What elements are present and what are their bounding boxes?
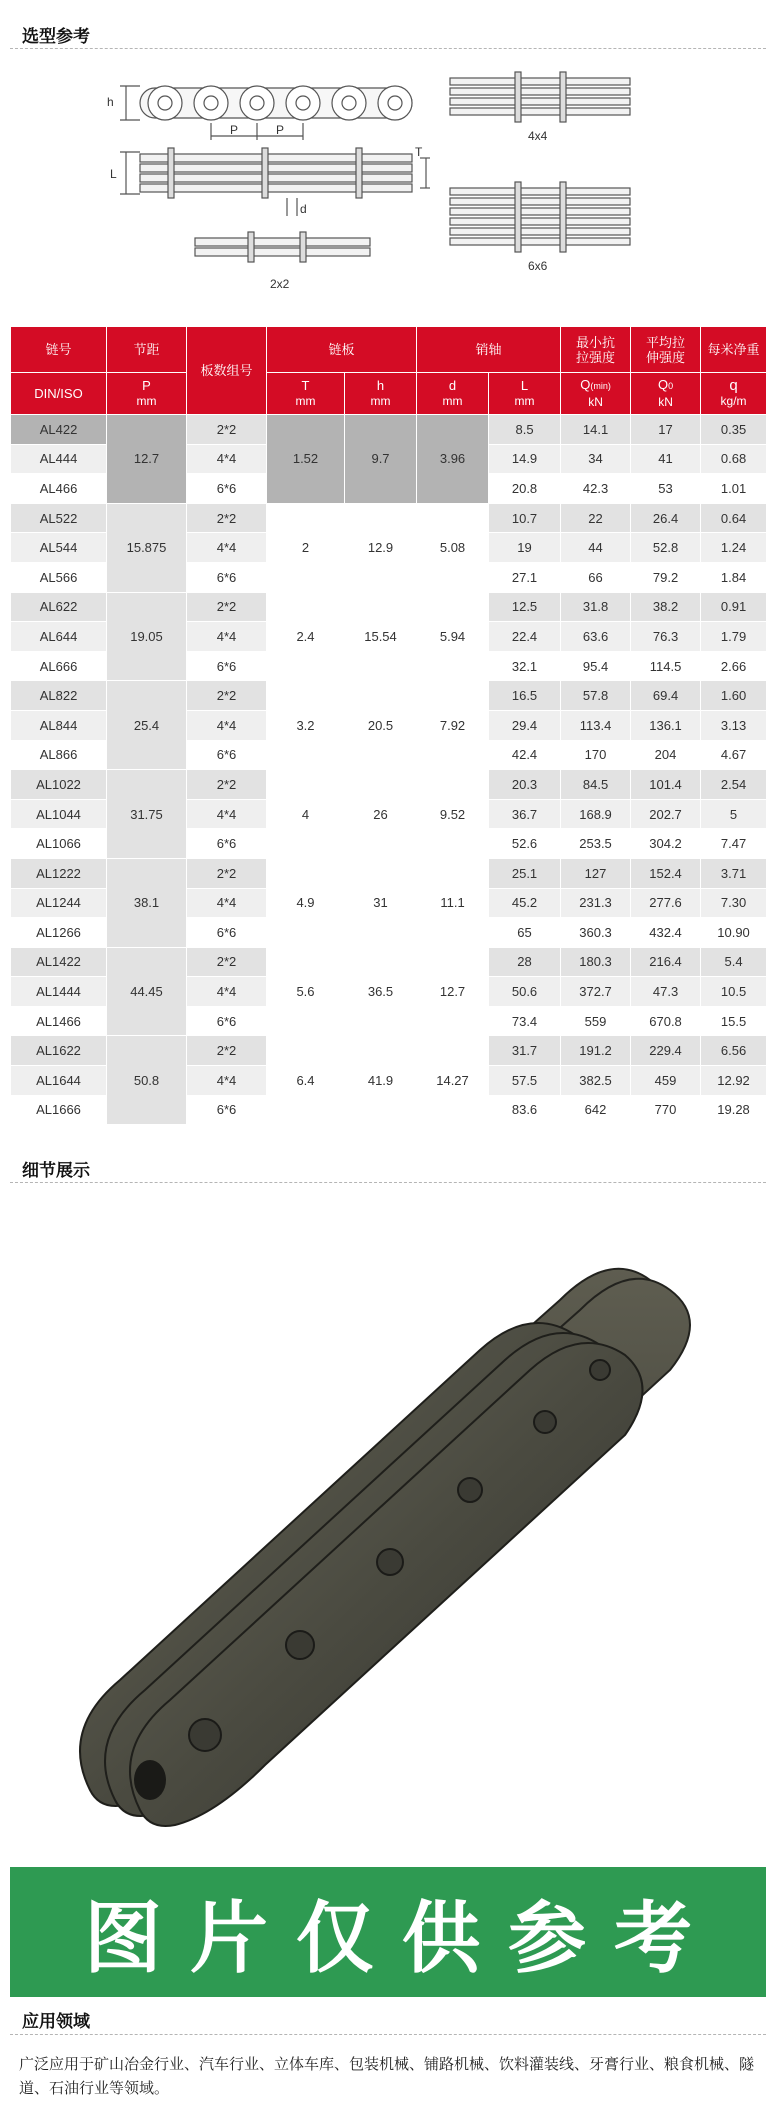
cell-chain-no: AL466 (11, 474, 107, 504)
cell-plates: 4*4 (187, 444, 267, 474)
cell-chain-no: AL1422 (11, 947, 107, 977)
header-chain-no: 链号 (11, 327, 107, 373)
cell-l: 8.5 (489, 415, 561, 445)
cell-t: 2 (267, 503, 345, 592)
cell-chain-no: AL422 (11, 415, 107, 445)
cell-weight: 2.54 (701, 770, 767, 800)
cell-q0: 101.4 (631, 770, 701, 800)
label-p-first: P (230, 123, 239, 137)
cell-l: 65 (489, 918, 561, 948)
cell-plates: 4*4 (187, 888, 267, 918)
cell-plates: 2*2 (187, 681, 267, 711)
cell-pitch: 25.4 (107, 681, 187, 770)
cell-weight: 1.24 (701, 533, 767, 563)
cell-l: 50.6 (489, 977, 561, 1007)
table-row (11, 858, 767, 888)
table-row (11, 1036, 767, 1066)
cell-plates: 4*4 (187, 799, 267, 829)
cell-q0: 229.4 (631, 1036, 701, 1066)
cell-weight: 12.92 (701, 1066, 767, 1096)
cell-plates: 2*2 (187, 947, 267, 977)
cell-l: 27.1 (489, 562, 561, 592)
section-title-selection: 选型参考 (22, 27, 90, 47)
cell-q: 360.3 (561, 918, 631, 948)
section-title-detail: 细节展示 (22, 1161, 90, 1181)
chain-dimension-diagram (0, 48, 776, 318)
cell-plates: 6*6 (187, 474, 267, 504)
cell-l: 36.7 (489, 799, 561, 829)
label-h: h (107, 95, 114, 109)
banner-text: 图片仅供参考 (83, 1894, 720, 1984)
header-p-unit: P mm (107, 373, 187, 415)
table-row (11, 415, 767, 445)
table-row (11, 947, 767, 977)
cell-plates: 4*4 (187, 622, 267, 652)
header-t-unit: T mm (267, 373, 345, 415)
cell-l: 14.9 (489, 444, 561, 474)
cell-l: 52.6 (489, 829, 561, 859)
cell-chain-no: AL1044 (11, 799, 107, 829)
cell-plates: 2*2 (187, 1036, 267, 1066)
cell-q0: 52.8 (631, 533, 701, 563)
cell-pitch: 19.05 (107, 592, 187, 681)
cell-h: 12.9 (345, 503, 417, 592)
cell-l: 16.5 (489, 681, 561, 711)
cell-q0: 459 (631, 1066, 701, 1096)
cell-q: 191.2 (561, 1036, 631, 1066)
cell-weight: 1.60 (701, 681, 767, 711)
cell-q0: 79.2 (631, 562, 701, 592)
cell-weight: 6.56 (701, 1036, 767, 1066)
cell-chain-no: AL444 (11, 444, 107, 474)
cell-q: 22 (561, 503, 631, 533)
cell-weight: 15.5 (701, 1006, 767, 1036)
application-description: 广泛应用于矿山冶金行业、汽车行业、立体车库、包装机械、铺路机械、饮料灌装线、牙膏行业、粮食机械、隧道、石油行业等领域。 (19, 2055, 755, 2097)
label-l: L (110, 167, 117, 181)
cell-q0: 216.4 (631, 947, 701, 977)
cell-q0: 204 (631, 740, 701, 770)
cell-pitch: 50.8 (107, 1036, 187, 1125)
cell-h: 9.7 (345, 415, 417, 504)
cell-plates: 6*6 (187, 918, 267, 948)
cell-q: 14.1 (561, 415, 631, 445)
cell-weight: 7.30 (701, 888, 767, 918)
cell-plates: 6*6 (187, 829, 267, 859)
cell-q0: 26.4 (631, 503, 701, 533)
cell-q: 95.4 (561, 651, 631, 681)
cell-q: 57.8 (561, 681, 631, 711)
cell-plates: 2*2 (187, 770, 267, 800)
cell-chain-no: AL544 (11, 533, 107, 563)
cell-l: 19 (489, 533, 561, 563)
cell-q: 253.5 (561, 829, 631, 859)
cell-plates: 4*4 (187, 710, 267, 740)
cell-weight: 4.67 (701, 740, 767, 770)
cell-plates: 4*4 (187, 1066, 267, 1096)
leaf-chain-photo (0, 1190, 776, 1870)
cell-h: 31 (345, 858, 417, 947)
cell-q: 31.8 (561, 592, 631, 622)
header-pin: 销轴 (417, 327, 561, 373)
cell-plates: 2*2 (187, 415, 267, 445)
table-row (11, 681, 767, 711)
cell-chain-no: AL866 (11, 740, 107, 770)
cell-weight: 2.66 (701, 651, 767, 681)
cell-chain-no: AL1444 (11, 977, 107, 1007)
label-2x2: 2x2 (270, 277, 290, 291)
cell-chain-no: AL1644 (11, 1066, 107, 1096)
header-plate: 链板 (267, 327, 417, 373)
cell-d: 3.96 (417, 415, 489, 504)
cell-l: 45.2 (489, 888, 561, 918)
cell-pitch: 44.45 (107, 947, 187, 1036)
cell-d: 9.52 (417, 770, 489, 859)
cell-q0: 69.4 (631, 681, 701, 711)
cell-q0: 304.2 (631, 829, 701, 859)
header-d-unit: d mm (417, 373, 489, 415)
cell-d: 5.94 (417, 592, 489, 681)
header-din-iso: DIN/ISO (11, 373, 107, 415)
cell-h: 36.5 (345, 947, 417, 1036)
header-q-unit: Q(min) kN (561, 373, 631, 415)
cell-weight: 7.47 (701, 829, 767, 859)
cell-chain-no: AL622 (11, 592, 107, 622)
cell-weight: 3.13 (701, 710, 767, 740)
cell-q: 127 (561, 858, 631, 888)
chain-2x2-view (195, 232, 370, 262)
cell-q0: 41 (631, 444, 701, 474)
cell-q: 231.3 (561, 888, 631, 918)
cell-plates: 6*6 (187, 1006, 267, 1036)
label-p-second: P (276, 123, 285, 137)
cell-t: 3.2 (267, 681, 345, 770)
cell-q0: 670.8 (631, 1006, 701, 1036)
cell-l: 29.4 (489, 710, 561, 740)
cell-q0: 17 (631, 415, 701, 445)
cell-q: 113.4 (561, 710, 631, 740)
cell-q0: 136.1 (631, 710, 701, 740)
cell-l: 10.7 (489, 503, 561, 533)
cell-t: 5.6 (267, 947, 345, 1036)
cell-weight: 5.4 (701, 947, 767, 977)
cell-t: 1.52 (267, 415, 345, 504)
header-min-tensile: 最小抗 拉强度 (561, 327, 631, 373)
cell-weight: 19.28 (701, 1095, 767, 1125)
cell-d: 12.7 (417, 947, 489, 1036)
header-h-unit: h mm (345, 373, 417, 415)
cell-l: 57.5 (489, 1066, 561, 1096)
cell-q0: 53 (631, 474, 701, 504)
cell-t: 6.4 (267, 1036, 345, 1125)
cell-t: 2.4 (267, 592, 345, 681)
cell-d: 11.1 (417, 858, 489, 947)
header-q0-unit: Q0 kN (631, 373, 701, 415)
cell-chain-no: AL822 (11, 681, 107, 711)
cell-chain-no: AL1222 (11, 858, 107, 888)
cell-d: 7.92 (417, 681, 489, 770)
cell-q0: 76.3 (631, 622, 701, 652)
label-4x4: 4x4 (528, 129, 548, 143)
cell-chain-no: AL1466 (11, 1006, 107, 1036)
cell-q: 559 (561, 1006, 631, 1036)
cell-q0: 152.4 (631, 858, 701, 888)
section-title-application: 应用领域 (22, 2012, 90, 2032)
cell-h: 15.54 (345, 592, 417, 681)
cell-h: 26 (345, 770, 417, 859)
label-6x6: 6x6 (528, 259, 548, 273)
cell-pitch: 15.875 (107, 503, 187, 592)
label-t: T (415, 145, 423, 159)
table-row (11, 592, 767, 622)
cell-plates: 2*2 (187, 858, 267, 888)
cell-chain-no: AL522 (11, 503, 107, 533)
cell-l: 31.7 (489, 1036, 561, 1066)
cell-q0: 202.7 (631, 799, 701, 829)
cell-q: 66 (561, 562, 631, 592)
cell-d: 14.27 (417, 1036, 489, 1125)
cell-q0: 47.3 (631, 977, 701, 1007)
cell-q: 642 (561, 1095, 631, 1125)
cell-weight: 1.79 (701, 622, 767, 652)
cell-chain-no: AL1022 (11, 770, 107, 800)
cell-weight: 0.68 (701, 444, 767, 474)
cell-l: 73.4 (489, 1006, 561, 1036)
cell-plates: 2*2 (187, 592, 267, 622)
cell-q: 180.3 (561, 947, 631, 977)
cell-weight: 0.64 (701, 503, 767, 533)
cell-plates: 6*6 (187, 1095, 267, 1125)
cell-chain-no: AL1666 (11, 1095, 107, 1125)
cell-q: 34 (561, 444, 631, 474)
cell-q: 63.6 (561, 622, 631, 652)
cell-weight: 1.01 (701, 474, 767, 504)
cell-plates: 4*4 (187, 977, 267, 1007)
cell-q0: 432.4 (631, 918, 701, 948)
cell-l: 28 (489, 947, 561, 977)
section-divider (10, 1182, 766, 1183)
header-weight: 每米净重 (701, 327, 767, 373)
cell-q0: 277.6 (631, 888, 701, 918)
cell-q: 44 (561, 533, 631, 563)
cell-chain-no: AL666 (11, 651, 107, 681)
chain-top-view (120, 148, 430, 216)
cell-chain-no: AL844 (11, 710, 107, 740)
spec-table (10, 326, 767, 1125)
cell-chain-no: AL1066 (11, 829, 107, 859)
cell-weight: 10.5 (701, 977, 767, 1007)
cell-l: 12.5 (489, 592, 561, 622)
header-plate-group: 板数组号 (187, 327, 267, 415)
header-w-unit: q kg/m (701, 373, 767, 415)
cell-q: 170 (561, 740, 631, 770)
cell-chain-no: AL566 (11, 562, 107, 592)
cell-t: 4 (267, 770, 345, 859)
cell-pitch: 31.75 (107, 770, 187, 859)
header-pitch: 节距 (107, 327, 187, 373)
cell-l: 32.1 (489, 651, 561, 681)
chain-side-view (120, 86, 412, 140)
cell-chain-no: AL1244 (11, 888, 107, 918)
header-avg-tensile: 平均拉 伸强度 (631, 327, 701, 373)
cell-weight: 5 (701, 799, 767, 829)
cell-pitch: 12.7 (107, 415, 187, 504)
cell-chain-no: AL1266 (11, 918, 107, 948)
table-row (11, 770, 767, 800)
label-d: d (300, 202, 307, 216)
table-row (11, 503, 767, 533)
section-divider (10, 2034, 766, 2035)
header-l-unit: L mm (489, 373, 561, 415)
cell-l: 20.3 (489, 770, 561, 800)
cell-chain-no: AL644 (11, 622, 107, 652)
cell-l: 20.8 (489, 474, 561, 504)
cell-h: 41.9 (345, 1036, 417, 1125)
cell-l: 22.4 (489, 622, 561, 652)
cell-q0: 38.2 (631, 592, 701, 622)
cell-weight: 3.71 (701, 858, 767, 888)
cell-q0: 770 (631, 1095, 701, 1125)
cell-q: 84.5 (561, 770, 631, 800)
cell-plates: 6*6 (187, 651, 267, 681)
reference-banner (10, 1867, 766, 1997)
cell-plates: 6*6 (187, 562, 267, 592)
cell-q: 168.9 (561, 799, 631, 829)
cell-q: 42.3 (561, 474, 631, 504)
cell-plates: 4*4 (187, 533, 267, 563)
cell-d: 5.08 (417, 503, 489, 592)
cell-l: 25.1 (489, 858, 561, 888)
chain-6x6-view (450, 182, 630, 252)
cell-plates: 2*2 (187, 503, 267, 533)
cell-q0: 114.5 (631, 651, 701, 681)
cell-l: 83.6 (489, 1095, 561, 1125)
cell-weight: 1.84 (701, 562, 767, 592)
cell-h: 20.5 (345, 681, 417, 770)
cell-plates: 6*6 (187, 740, 267, 770)
cell-q: 382.5 (561, 1066, 631, 1096)
cell-chain-no: AL1622 (11, 1036, 107, 1066)
cell-t: 4.9 (267, 858, 345, 947)
cell-weight: 0.35 (701, 415, 767, 445)
cell-weight: 10.90 (701, 918, 767, 948)
cell-q: 372.7 (561, 977, 631, 1007)
cell-weight: 0.91 (701, 592, 767, 622)
cell-pitch: 38.1 (107, 858, 187, 947)
cell-l: 42.4 (489, 740, 561, 770)
chain-4x4-view (450, 72, 630, 122)
